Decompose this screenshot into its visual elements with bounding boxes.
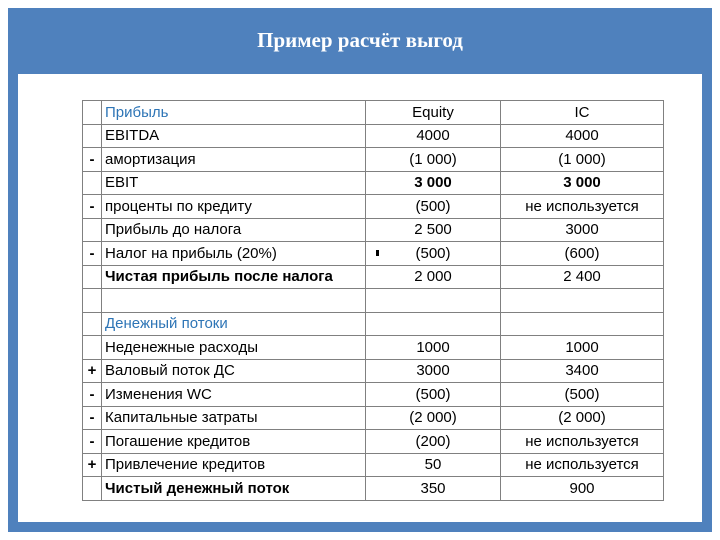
table-row <box>83 406 664 430</box>
equity-value: 1000 <box>366 336 501 360</box>
ic-value: не используется <box>501 453 664 477</box>
row-sign: - <box>83 406 102 430</box>
row-label: Налог на прибыль (20%) <box>102 242 366 266</box>
row-sign: + <box>83 359 102 383</box>
equity-value: (200) <box>366 430 501 454</box>
row-label: Чистый денежный поток <box>102 477 366 501</box>
slide-content <box>18 74 702 522</box>
ic-value: 900 <box>501 477 664 501</box>
row-sign: - <box>83 242 102 266</box>
table-row <box>83 124 664 148</box>
table-row <box>83 430 664 454</box>
ic-value: 1000 <box>501 336 664 360</box>
equity-value: 3000 <box>366 359 501 383</box>
row-label: Погашение кредитов <box>102 430 366 454</box>
equity-value: (2 000) <box>366 406 501 430</box>
row-sign <box>83 265 102 289</box>
row-label: Капитальные затраты <box>102 406 366 430</box>
ic-value: не используется <box>501 195 664 219</box>
row-label: EBIT <box>102 171 366 195</box>
table-row <box>83 312 664 336</box>
ic-value: не используется <box>501 430 664 454</box>
row-label: Валовый поток ДС <box>102 359 366 383</box>
row-sign <box>83 124 102 148</box>
row-label: Денежный потоки <box>102 312 366 336</box>
table-row <box>83 101 664 125</box>
row-label: Изменения WC <box>102 383 366 407</box>
equity-value: Equity <box>366 101 501 125</box>
equity-value: (1 000) <box>366 148 501 172</box>
table-row <box>83 289 664 313</box>
ic-value <box>501 289 664 313</box>
table-row <box>83 218 664 242</box>
equity-value: 4000 <box>366 124 501 148</box>
table-row <box>83 195 664 219</box>
row-sign <box>83 171 102 195</box>
row-sign <box>83 101 102 125</box>
ic-value: IC <box>501 101 664 125</box>
row-sign: - <box>83 430 102 454</box>
row-label: Прибыль до налога <box>102 218 366 242</box>
slide-title: Пример расчёт выгод <box>257 28 463 52</box>
row-sign <box>83 289 102 313</box>
row-sign: - <box>83 383 102 407</box>
table-row <box>83 453 664 477</box>
table-row <box>83 265 664 289</box>
ic-value: 3 000 <box>501 171 664 195</box>
benefit-table <box>82 100 664 501</box>
table-row <box>83 171 664 195</box>
equity-value: (500) <box>366 242 501 266</box>
equity-value: 3 000 <box>366 171 501 195</box>
ic-value: (2 000) <box>501 406 664 430</box>
row-label: Чистая прибыль после налога <box>102 265 366 289</box>
row-sign <box>83 477 102 501</box>
table-row <box>83 242 664 266</box>
equity-value: 350 <box>366 477 501 501</box>
equity-value: 2 500 <box>366 218 501 242</box>
equity-value <box>366 312 501 336</box>
row-label: Привлечение кредитов <box>102 453 366 477</box>
row-label: EBITDA <box>102 124 366 148</box>
equity-value: (500) <box>366 195 501 219</box>
row-sign: - <box>83 148 102 172</box>
row-label: проценты по кредиту <box>102 195 366 219</box>
ic-value: 2 400 <box>501 265 664 289</box>
row-label: амортизация <box>102 148 366 172</box>
table-row <box>83 148 664 172</box>
table-row <box>83 359 664 383</box>
slide-frame <box>8 8 712 532</box>
ic-value <box>501 312 664 336</box>
equity-value <box>366 289 501 313</box>
title-bar <box>8 8 712 74</box>
equity-value: (500) <box>366 383 501 407</box>
ic-value: (500) <box>501 383 664 407</box>
row-sign <box>83 336 102 360</box>
row-sign: - <box>83 195 102 219</box>
equity-value: 50 <box>366 453 501 477</box>
row-sign <box>83 218 102 242</box>
row-label <box>102 289 366 313</box>
stray-mark <box>376 250 379 256</box>
table-row <box>83 336 664 360</box>
ic-value: 3400 <box>501 359 664 383</box>
ic-value: 3000 <box>501 218 664 242</box>
row-label: Неденежные расходы <box>102 336 366 360</box>
table-row <box>83 383 664 407</box>
row-sign <box>83 312 102 336</box>
ic-value: (600) <box>501 242 664 266</box>
equity-value: 2 000 <box>366 265 501 289</box>
ic-value: (1 000) <box>501 148 664 172</box>
row-sign: + <box>83 453 102 477</box>
row-label: Прибыль <box>102 101 366 125</box>
ic-value: 4000 <box>501 124 664 148</box>
table-row <box>83 477 664 501</box>
